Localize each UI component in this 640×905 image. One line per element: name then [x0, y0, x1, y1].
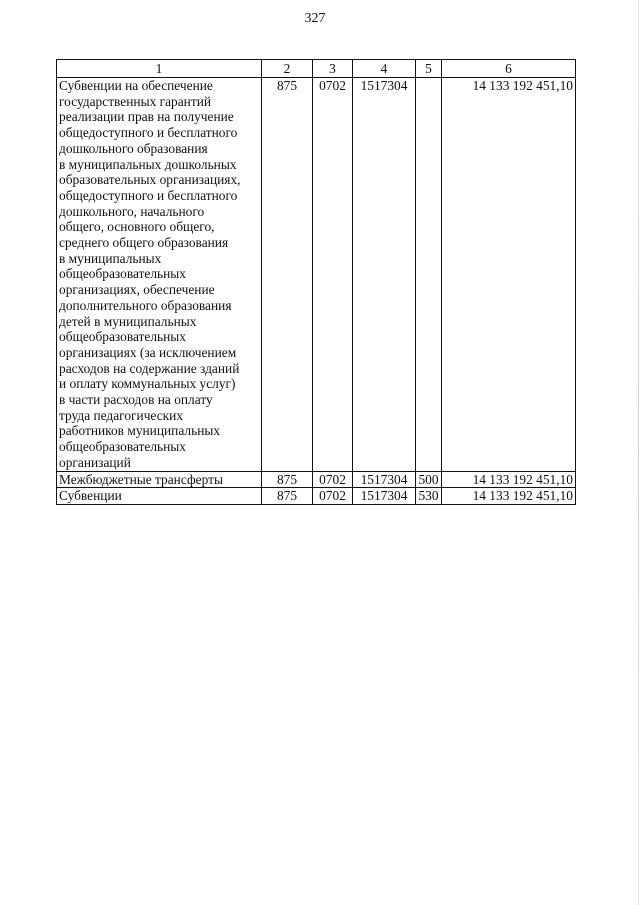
name-line: детей в муниципальных [59, 313, 197, 329]
page-number: 327 [304, 11, 326, 26]
table-row-subventions [57, 488, 576, 505]
name-line: организаций [59, 454, 131, 470]
ministry-code-cell: 875 [262, 78, 313, 472]
name-line: Субвенции на обеспечение [59, 78, 213, 93]
table-header-row [57, 60, 576, 78]
expense-type-cell: 500 [416, 471, 442, 488]
name-line: в муниципальных дошкольных [59, 156, 237, 172]
name-line: среднего общего образования [59, 235, 229, 251]
ministry-code-cell: 875 [262, 471, 313, 488]
row-name-cell: Субвенции [57, 488, 262, 505]
name-line: организациях, обеспечение [59, 282, 215, 298]
ministry-code-cell: 875 [262, 488, 313, 505]
table-row-interbudget-transfers [57, 471, 576, 488]
scan-edge-line [638, 0, 639, 905]
amount-cell: 14 133 192 451,10 [442, 78, 576, 472]
name-line: дошкольного, начального [59, 203, 205, 219]
table-row-subvention-description [57, 78, 576, 472]
name-line: и оплату коммунальных услуг) [59, 376, 236, 392]
name-line: организациях (за исключением [59, 344, 237, 360]
expense-type-cell [416, 78, 442, 472]
name-line: дошкольного образования [59, 140, 208, 156]
column-header-6: 6 [442, 60, 576, 78]
column-header-2: 2 [262, 60, 313, 78]
column-header-4: 4 [353, 60, 416, 78]
name-line: общеобразовательных [59, 329, 187, 345]
amount-cell: 14 133 192 451,10 [442, 471, 576, 488]
column-header-1: 1 [57, 60, 262, 78]
budget-table [56, 59, 576, 505]
section-code-cell: 0702 [313, 78, 353, 472]
target-article-cell: 1517304 [353, 78, 416, 472]
row-name-cell [57, 78, 262, 472]
name-line: труда педагогических [59, 407, 184, 423]
name-line: общедоступного и бесплатного [59, 125, 238, 141]
row-name-cell: Межбюджетные трансферты [57, 471, 262, 488]
name-line: в части расходов на оплату [59, 392, 213, 408]
name-line: общего, основного общего, [59, 219, 215, 235]
name-line: расходов на содержание зданий [59, 360, 240, 376]
name-line: работников муниципальных [59, 423, 221, 439]
expense-type-cell: 530 [416, 488, 442, 505]
name-line: государственных гарантий [59, 93, 212, 109]
name-line: реализации прав на получение [59, 109, 234, 125]
section-code-cell: 0702 [313, 488, 353, 505]
section-code-cell: 0702 [313, 471, 353, 488]
name-line: общеобразовательных [59, 439, 187, 455]
target-article-cell: 1517304 [353, 488, 416, 505]
name-line: дополнительного образования [59, 297, 232, 313]
name-line: общеобразовательных [59, 266, 187, 282]
name-line: в муниципальных [59, 250, 162, 266]
column-header-5: 5 [416, 60, 442, 78]
amount-cell: 14 133 192 451,10 [442, 488, 576, 505]
target-article-cell: 1517304 [353, 471, 416, 488]
column-header-3: 3 [313, 60, 353, 78]
name-line: общедоступного и бесплатного [59, 187, 238, 203]
name-line: образовательных организациях, [59, 172, 241, 188]
